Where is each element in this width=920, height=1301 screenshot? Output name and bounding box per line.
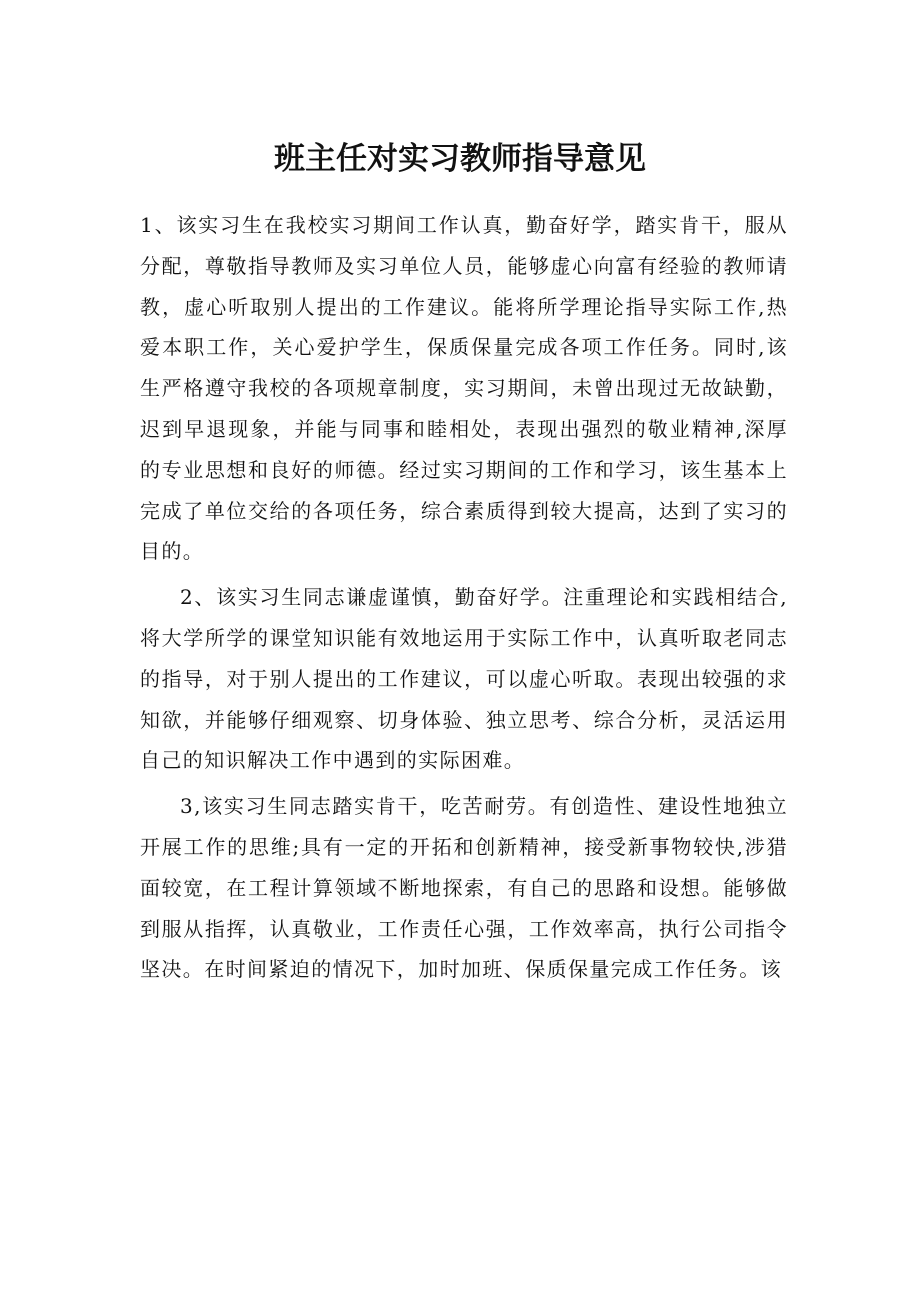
paragraph-2: 2、该实习生同志谦虚谨慎，勤奋好学。注重理论和实践相结合,将大学所学的课堂知识能有效地运用于实际工作中，认真听取老同志的指导，对于别人提出的工作建议，可以虚心听取。表现出较强的求知欲，并能够仔细观察、切身体验、独立思考、综合分析，灵活运用自己的知识解决工作中遇到的实际困难。 xyxy=(140,585,788,773)
document-title: 班主任对实习教师指导意见 xyxy=(274,141,646,177)
document-body xyxy=(140,205,788,995)
paragraph-1: 1、该实习生在我校实习期间工作认真，勤奋好学，踏实肯干，服从分配，尊敬指导教师及实习单位人员，能够虚心向富有经验的教师请教，虚心听取别人提出的工作建议。能将所学理论指导实际工作,热爱本职工作，关心爱护学生，保质保量完成各项工作任务。同时,该生严格遵守我校的各项规章制度，实习期间，未曾出现过无故缺勤，迟到早退现象，并能与同事和睦相处，表现出强烈的敬业精神,深厚的专业思想和良好的师德。经过实习期间的工作和学习，该生基本上完成了单位交给的各项任务，综合素质得到较大提高，达到了实习的目的。 xyxy=(140,213,788,564)
paragraph-3: 3,该实习生同志踏实肯干，吃苦耐劳。有创造性、建设性地独立开展工作的思维;具有一定的开拓和创新精神，接受新事物较快,涉猎面较宽，在工程计算领域不断地探索，有自己的思路和设想。能够做到服从指挥，认真敬业，工作责任心强，工作效率高，执行公司指令坚决。在时间紧迫的情况下，加时加班、保质保量完成工作任务。该 xyxy=(140,794,788,982)
